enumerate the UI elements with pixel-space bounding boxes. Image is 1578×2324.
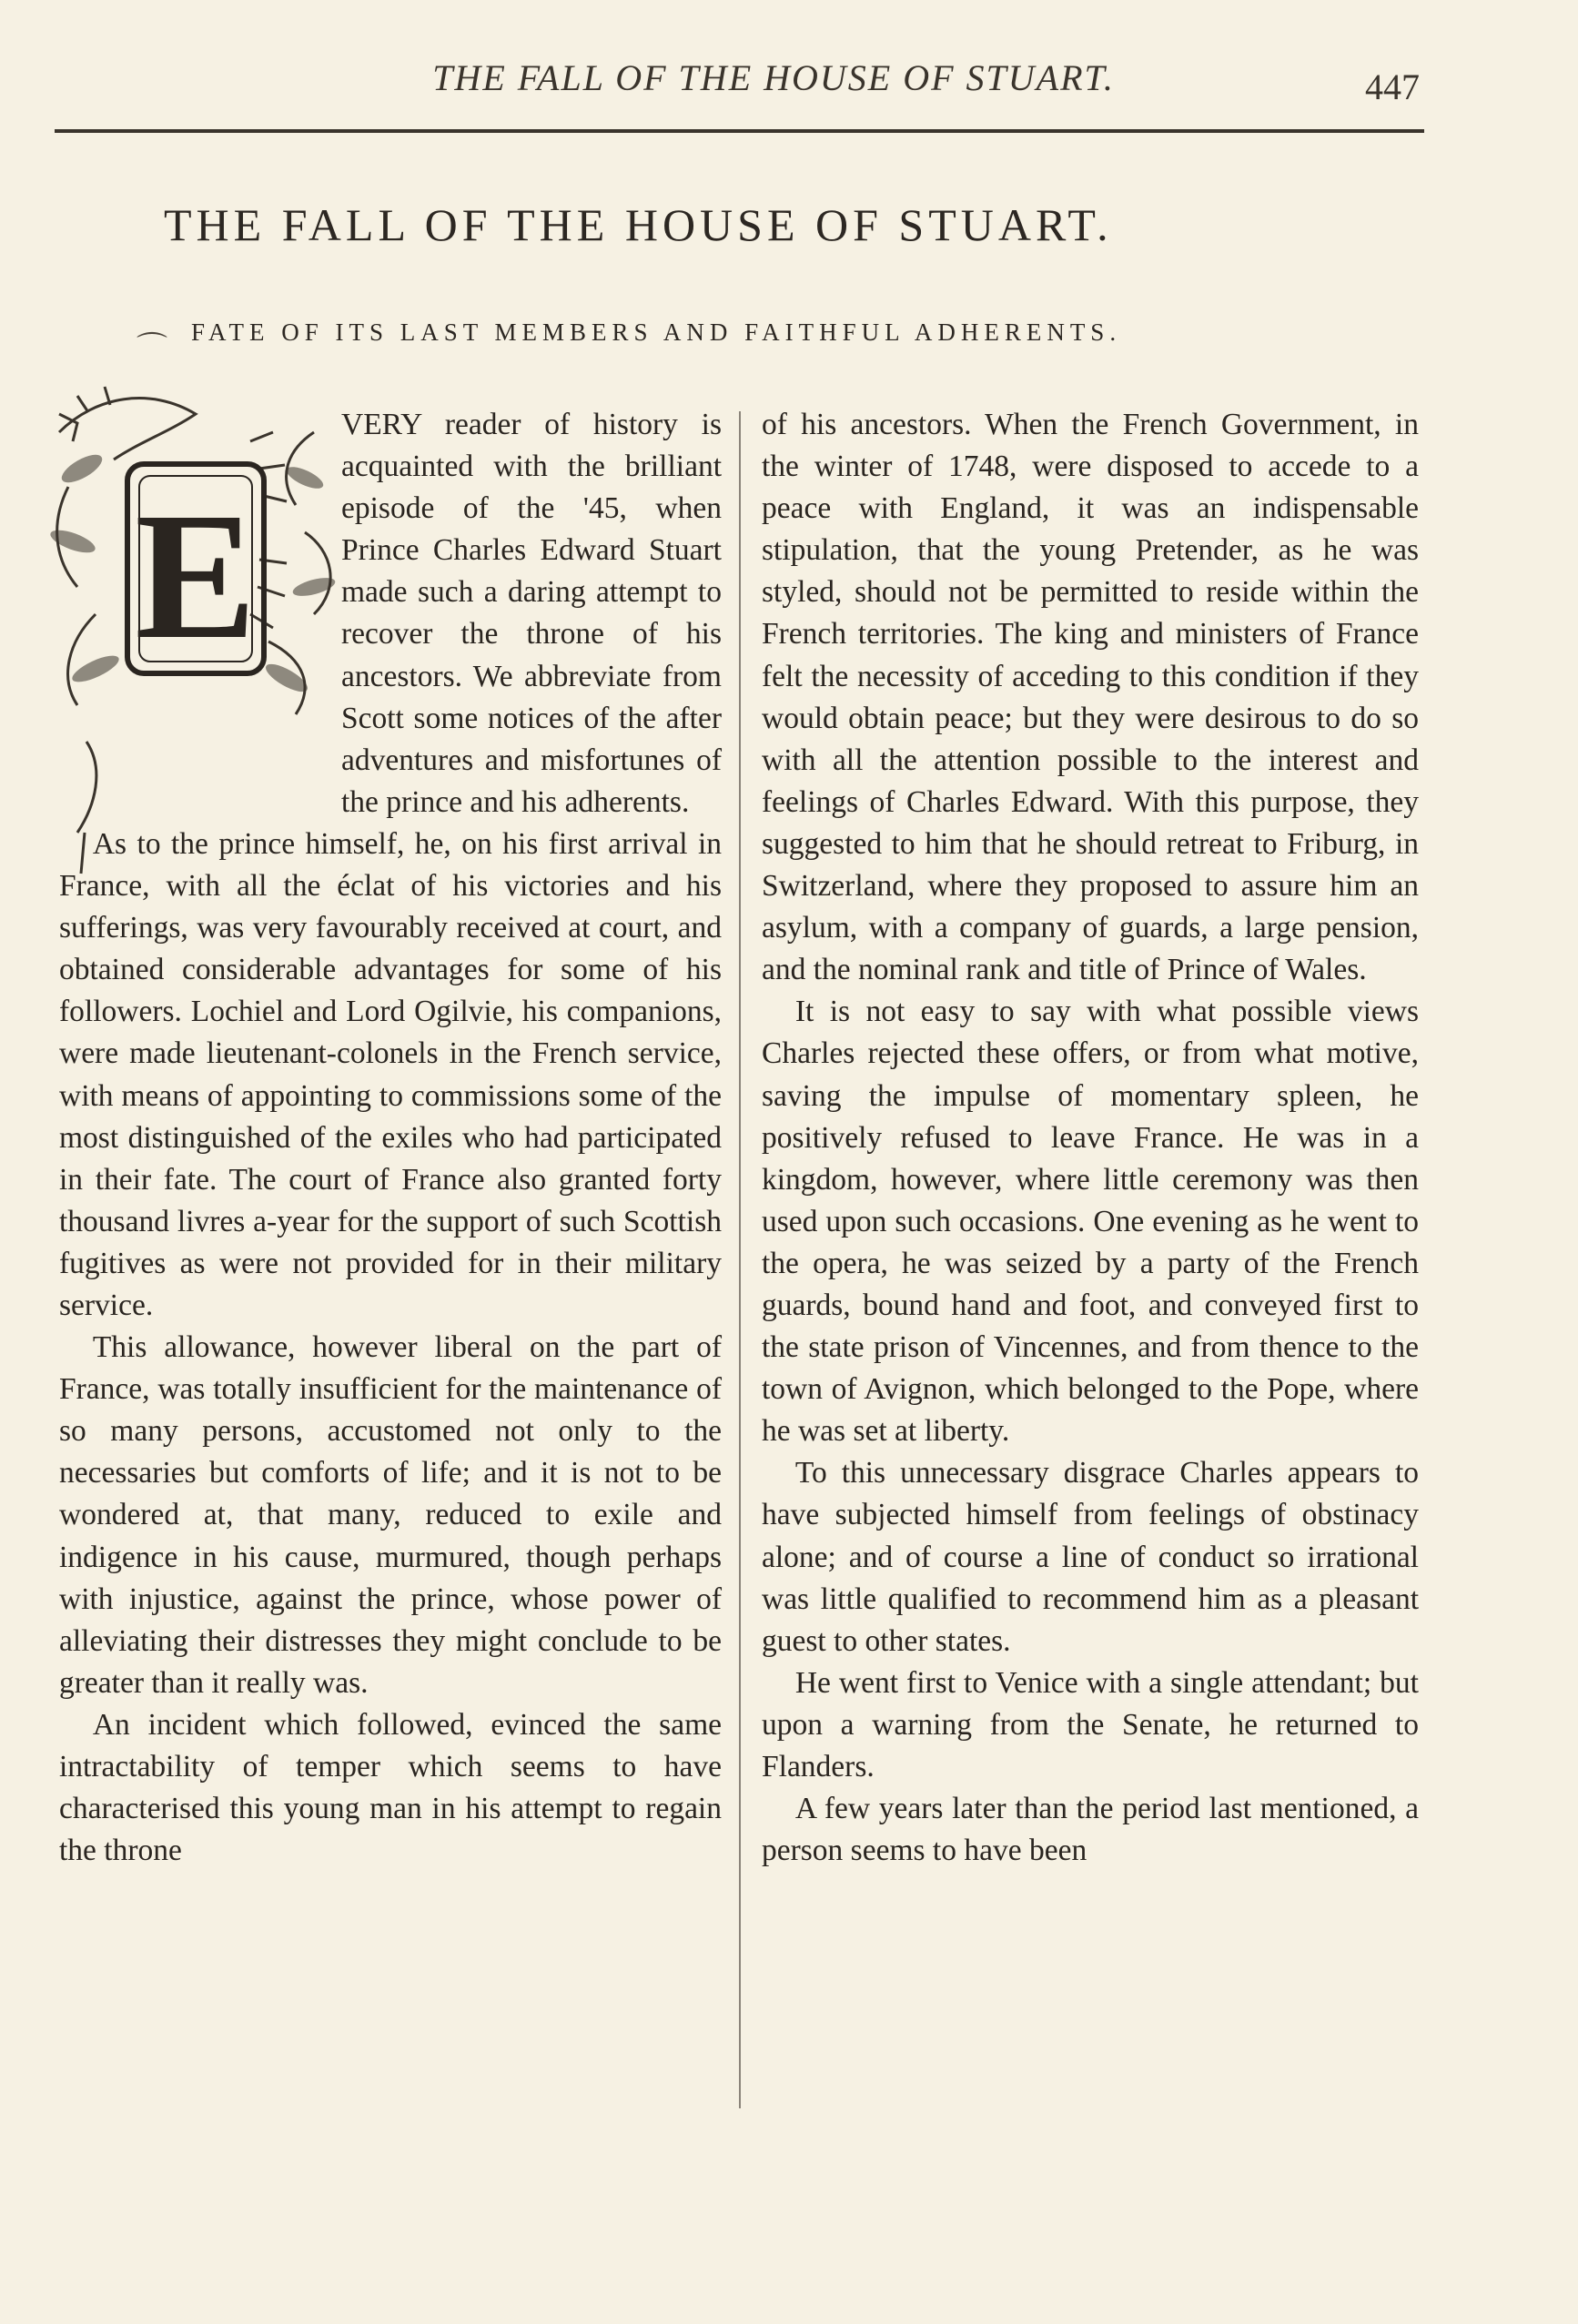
paragraph: This allowance, however liberal on the part of France, was totally insufficient for the maintenance of so many persons, accustomed not only to the necessaries but comforts of life; and it is not to be wondered at, that many, reduced to exile and indigence in his cause, murmured, though perhaps with injustice, against the prince, whose power of alleviating their distresses they might conclude to be greater than it really was. <box>59 1330 722 1700</box>
flourish-icon: ⌒ <box>137 332 167 366</box>
column-divider <box>739 411 741 2108</box>
paragraph: A few years later than the period last mentioned, a person seems to have been <box>762 1792 1419 1868</box>
paragraph: An incident which followed, evinced the same intractability of temper which seems to have characterised this young man in his attempt to regain the throne <box>59 1707 722 1868</box>
paragraph: As to the prince himself, he, on his first arrival in France, with all the éclat of his victories and his sufferings, was very favourably received at court, and obtained considerable advantages for some of his followers. Lochiel and Lord Ogilvie, his companions, were made lieutenant-colonels in the French service, with means of appointing to commissions some of the most distinguished of the exiles who had participated in their fate. The court of France also granted forty thousand livres a-year for the support of such Scottish fugitives as were not provided for in their military service. <box>59 826 722 1322</box>
right-column <box>762 404 1419 1872</box>
article-title: THE FALL OF THE HOUSE OF STUART. <box>164 199 1113 250</box>
running-title: THE FALL OF THE HOUSE OF STUART. <box>432 57 1115 98</box>
paragraph: To this unnecessary disgrace Charles appears to have subjected himself from feelings of obstinacy alone; and of course a line of conduct so irrational was little qualified to recommend him as a pleasant guest to other states. <box>762 1456 1419 1658</box>
paragraph: VERY reader of history is acquainted with the brilliant episode of the '45, when Prince Charles Edward Stuart made such a daring attempt to recover the throne of his ancestors. We abbreviate from Scott some notices of the after adventures and misfortunes of the prince and his adherents. <box>341 408 722 819</box>
left-column <box>59 404 722 1872</box>
paragraph: It is not easy to say with what possible views Charles rejected these offers, or from what motive, saving the impulse of momentary spleen, he positively refused to leave France. He was in a kingdom, however, where little ceremony was then used upon such occasions. One evening as he went to the opera, he was seized by a party of the French guards, bound hand and foot, and conveyed first to the state prison of Vincennes, and from thence to the town of Avignon, which belonged to the Pope, where he was set at liberty. <box>762 995 1419 1449</box>
article-subtitle: FATE OF ITS LAST MEMBERS AND FAITHFUL ADHERENTS. <box>191 318 1122 346</box>
paragraph: of his ancestors. When the French Government, in the winter of 1748, were disposed to accede to a peace with England, it was an indispensable stipulation, that the young Pretender, as he was styled, should not be permitted to reside within the French territories. The king and ministers of France felt the necessity of acceding to this condition if they would obtain peace; but they were desirous to do so with all the attention possible to the interest and feelings of Charles Edward. With this purpose, they suggested to him that he should retreat to Friburg, in Switzerland, where they proposed to assure him an asylum, with a company of guards, a large pension, and the nominal rank and title of Prince of Wales. <box>762 408 1419 987</box>
page-number: 447 <box>1365 66 1420 107</box>
header-rule <box>55 129 1424 133</box>
drop-cap-letter: E <box>135 476 257 677</box>
drop-cap-spacer <box>59 404 341 804</box>
paragraph: He went first to Venice with a single attendant; but upon a warning from the Senate, he returned to Flanders. <box>762 1665 1419 1783</box>
